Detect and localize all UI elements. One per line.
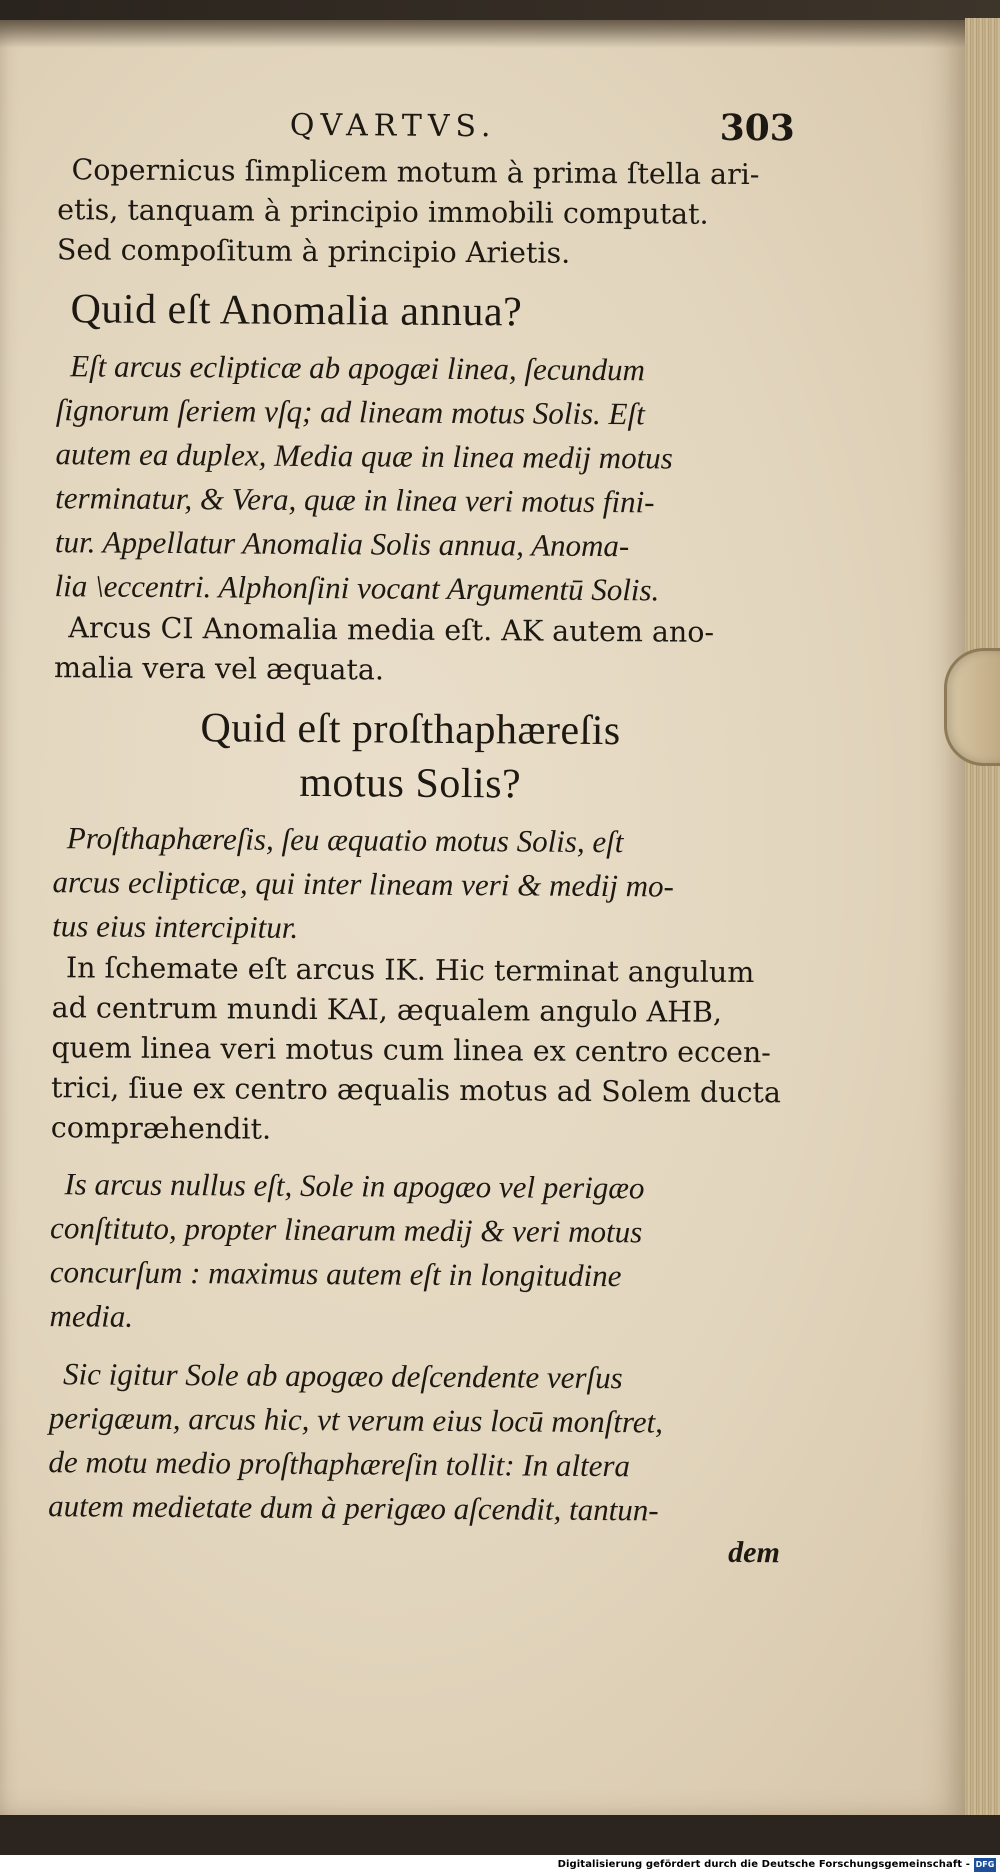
text-line: autem medietate dum à perigæo aſcendit, tantun-: [48, 1488, 659, 1528]
answer-prosthaphaeresis: [24, 816, 795, 953]
page-number: 303: [719, 106, 795, 150]
page-fore-edge: [965, 18, 1000, 1818]
question-heading-anomalia: [28, 282, 798, 341]
paragraph-sic-igitur: [20, 1352, 791, 1533]
text-line: tur. Appellatur Anomalia Solis annua, Anoma-: [54, 524, 630, 564]
text-line: ſignorum ſeriem vſq; ad lineam motus Solis. Eſt: [55, 392, 645, 432]
text-line: de motu medio proſthaphæreſin tollit: In altera: [48, 1444, 631, 1484]
text-line: Proſthaphæreſis, ſeu æquatio motus Solis, eſt: [66, 820, 624, 860]
answer-anomalia: [26, 344, 798, 613]
book-clasp: [944, 648, 1000, 766]
scan-border: [0, 1815, 1000, 1855]
dfg-logo-icon: DFG: [974, 1858, 996, 1872]
text-line: quem linea veri motus cum linea ex centro eccen-: [51, 1031, 771, 1070]
page-gutter-shadow: [0, 20, 965, 48]
text-line: etis, tanquam à principio immobili computat.: [57, 193, 709, 231]
text-line: trici, ſiue ex centro æqualis motus ad Solem ducta: [50, 1071, 782, 1110]
text-line: ad centrum mundi KAI, æqualem angulo AHB,: [51, 991, 723, 1029]
text-line: tus eius intercipitur.: [52, 908, 299, 945]
text-line: lia \eccentri. Alphonſini vocant Argumentū Solis.: [54, 568, 660, 608]
digitization-footer: [0, 1855, 1000, 1876]
paragraph-schemate: [23, 948, 794, 1153]
text-line: media.: [49, 1298, 134, 1334]
text-line: perigæum, arcus hic, vt verum eius locū monſtret,: [48, 1400, 664, 1440]
paragraph-copernicus: [29, 150, 800, 275]
text-line: autem ea duplex, Media quæ in linea medij motus: [55, 436, 673, 476]
running-head: [30, 100, 800, 155]
text-line: arcus eclipticæ, qui inter lineam veri & medij mo-: [52, 864, 674, 904]
page-text: [20, 100, 800, 1573]
text-line: compræhendit.: [50, 1111, 272, 1146]
text-line: concurſum : maximus autem eſt in longitudine: [49, 1254, 622, 1294]
paragraph-is-arcus: [21, 1162, 792, 1343]
note-arcus-ci: [26, 608, 797, 693]
text-line: Eſt arcus eclipticæ ab apogæi linea, ſecundum: [70, 348, 646, 388]
running-title: QVARTVS.: [289, 107, 497, 145]
heading-line: motus Solis?: [299, 759, 522, 808]
text-line: terminatur, & Vera, quæ in linea veri motus fini-: [55, 480, 655, 520]
text-line: malia vera vel æquata.: [53, 651, 385, 687]
text-line: conſtituto, propter linearum medij & veri motus: [50, 1210, 643, 1250]
funding-credit: Digitalisierung gefördert durch die Deutsche Forschungsgemeinschaft -: [557, 1859, 970, 1870]
heading-line: Quid eſt Anomalia annua?: [70, 286, 523, 336]
text-line: Arcus CI Anomalia media eſt. AK autem ano-: [68, 611, 715, 649]
question-heading-prosthaphaeresis: [25, 700, 796, 813]
text-line: In ſchemate eſt arcus IK. Hic terminat angulum: [65, 951, 755, 990]
text-line: Sic igitur Sole ab apogæo deſcendente verſus: [62, 1356, 623, 1396]
text-line: Copernicus ſimplicem motum à prima ſtella ari-: [71, 153, 760, 192]
heading-line: Quid eſt proſthaphæreſis: [200, 705, 621, 755]
text-line: Is arcus nullus eſt, Sole in apogæo vel perigæo: [64, 1166, 645, 1206]
book-page: [0, 20, 968, 1815]
catchword: dem: [728, 1535, 780, 1570]
text-line: Sed compoſitum à principio Arietis.: [56, 233, 571, 270]
